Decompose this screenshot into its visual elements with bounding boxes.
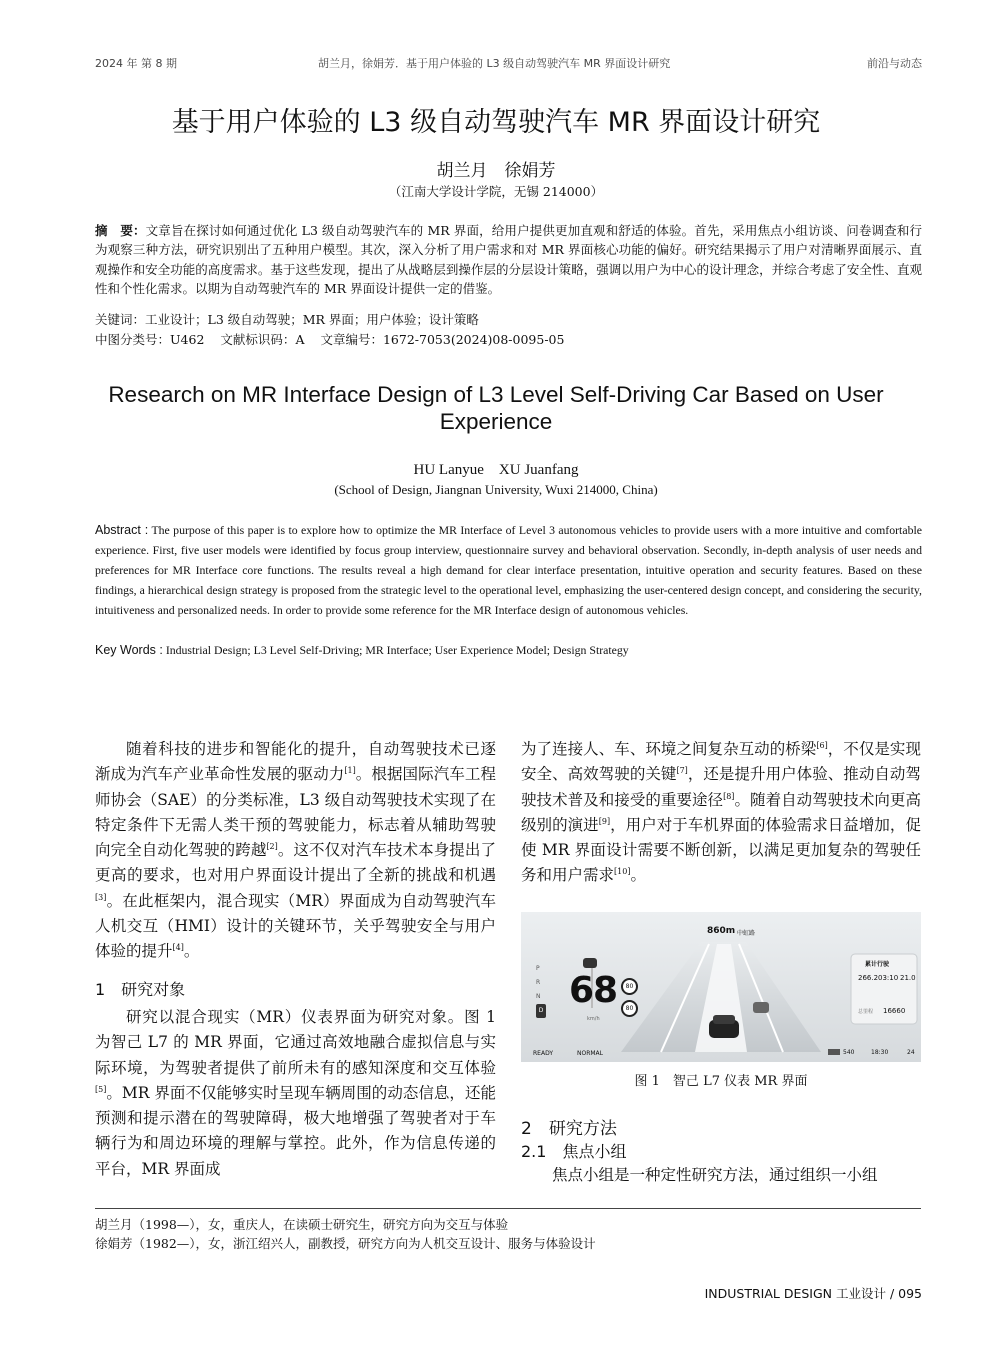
authors-en: HU Lanyue XU Juanfang	[413, 462, 579, 478]
doc-value: A	[295, 332, 305, 347]
body-right-column	[521, 737, 921, 889]
abstract-cn-label: 摘 要：	[95, 223, 146, 238]
page-title: 基于用户体验的 L3 级自动驾驶汽车 MR 界面设计研究	[171, 107, 821, 138]
odometer-value: 16660	[883, 1007, 906, 1015]
body-left-column	[95, 737, 496, 1182]
keywords-en-label: Key Words :	[95, 643, 163, 657]
keywords-en	[95, 640, 922, 660]
section-1-paragraph: 研究以混合现实（MR）仪表界面为研究对象。图 1 为智己 L7 的 MR 界面，它通过高效地融合虚拟信息与实际环境，为驾驶者提供了前所未有的感知深度和交互体验[5]。MR 界面不仅能够实时呈现车辆周围的动态信息，还能预测和提示潜在的驾驶障碍，极大地增强了驾驶者对于车辆行为和周边环境的理解与掌控。此外，作为信息传递的平台，MR 界面成	[95, 1007, 496, 1178]
nav-road: 中虹路	[737, 930, 756, 937]
header-issue: 2024 年 第 8 期	[95, 57, 177, 70]
status-ready: READY	[533, 1050, 554, 1057]
footnote-divider	[95, 1208, 921, 1209]
gear-d: D	[536, 1004, 546, 1018]
abstract-en	[95, 520, 922, 620]
classification	[95, 330, 922, 349]
gear-p: P	[536, 965, 540, 972]
temperature-value: 24	[907, 1049, 915, 1056]
header-section: 前沿与动态	[867, 57, 922, 70]
gear-r: R	[536, 979, 541, 986]
speed-readout: 68	[569, 970, 618, 1011]
figure-1-caption: 图 1 智己 L7 仪表 MR 界面	[634, 1074, 808, 1089]
keywords-cn	[95, 310, 922, 329]
figure-mr-dashboard	[521, 912, 921, 1062]
authors-cn: 胡兰月 徐娟芳	[436, 161, 556, 181]
speed-unit: km/h	[587, 1016, 600, 1022]
footnote-author-1: 胡兰月（1998—），女，重庆人，在读硕士研究生，研究方向为交互与体验	[95, 1217, 509, 1232]
clc-label: 中图分类号：	[95, 332, 171, 347]
art-label: 文章编号：	[320, 332, 383, 347]
speed-limit-sign-2: 80	[621, 1000, 638, 1017]
continued-paragraph: 为了连接人、车、环境之间复杂互动的桥梁[6]，不仅是实现安全、高效驾驶的关键[7]，还是提升用户体验、推动自动驾驶技术普及和接受的重要途径[8]。随着自动驾驶技术向更高级别的演进[9]，用户对于车机界面的体验需求日益增加，促使 MR 界面设计需要不断创新，以满足更加复杂的驾驶任务和用户需求[10]。	[521, 740, 921, 885]
gear-selector	[536, 962, 546, 1018]
trip-value-2: 03:10	[878, 974, 899, 982]
clock-value: 18:30	[871, 1049, 889, 1056]
keywords-en-text: Industrial Design; L3 Level Self-Driving; MR Interface; User Experience Model; Design Strategy	[165, 643, 629, 657]
doc-label: 文献标识码：	[220, 332, 296, 347]
section-2-1-paragraph: 焦点小组是一种定性研究方法，通过组织一小组	[552, 1166, 878, 1184]
section-2-heading: 2 研究方法	[521, 1119, 617, 1139]
clc-value: U462	[170, 332, 205, 347]
trip-value-3: 21.0	[900, 974, 916, 982]
camera-icon	[583, 958, 597, 968]
affiliation-cn: （江南大学设计学院，无锡 214000）	[388, 184, 604, 199]
keywords-cn-text: 工业设计；L3 级自动驾驶；MR 界面；用户体验；设计策略	[145, 312, 479, 327]
trip-value-1: 266.2	[858, 974, 879, 982]
title-en-line1: Research on MR Interface Design of L3 Level Self-Driving Car Based on User	[108, 382, 884, 407]
title-en-line2: Experience	[439, 409, 553, 434]
section-1-heading: 1 研究对象	[95, 979, 186, 999]
section-2-1-heading: 2.1 焦点小组	[521, 1142, 627, 1161]
footnote-author-2: 徐娟芳（1982—），女，浙江绍兴人，副教授，研究方向为人机交互设计、服务与体验设计	[95, 1236, 596, 1251]
range-value: 540	[843, 1049, 855, 1056]
nav-distance: 860m	[707, 926, 736, 936]
abstract-en-text: The purpose of this paper is to explore how to optimize the MR Interface of Level 3 autonomous vehicles to provide users with a more intuitive and comfortable experience. First, five user models were identified by focus group interview, questionnaire survey and behavioral observation. Secondly, in-depth analysis of user needs and preferences for MR Interface core functions. The results reveal a high demand for clear interface presentation, intuitive operation and security features. Based on these findings, a hierarchical design strategy is proposed from the strategic level to the operational level, emphasizing the user-centered design concept, and considering the security, intuitiveness and personalized needs. In order to provide some reference for the MR Interface design of autonomous vehicles.	[95, 523, 922, 617]
affiliation-en: (School of Design, Jiangnan University, Wuxi 214000, China)	[334, 482, 658, 497]
intro-paragraph: 随着科技的进步和智能化的提升，自动驾驶技术已逐渐成为汽车产业革命性发展的驱动力[1]。根据国际汽车工程师协会（SAE）的分类标准，L3 级自动驾驶技术实现了在特定条件下无需人类干预的驾驶能力，标志着从辅助驾驶向完全自动化驾驶的跨越[2]。这不仅对汽车技术本身提出了更高的要求，也对用户界面设计提出了全新的挑战和机遇[3]。在此框架内，混合现实（MR）界面成为自动驾驶汽车人机交互（HMI）设计的关键环节，关乎驾驶安全与用户体验的提升[4]。	[95, 740, 496, 961]
gear-n: N	[536, 993, 541, 1000]
status-mode: NORMAL	[577, 1050, 604, 1057]
abstract-cn	[95, 221, 922, 298]
keywords-cn-label: 关键词：	[95, 312, 146, 327]
footer-journal: INDUSTRIAL DESIGN 工业设计 / 095	[704, 1286, 922, 1301]
odometer-label: 总里程	[858, 1009, 874, 1015]
art-value: 1672-7053(2024)08-0095-05	[382, 332, 565, 347]
abstract-en-label: Abstract :	[95, 523, 149, 537]
header-running-title: 胡兰月，徐娟芳．基于用户体验的 L3 级自动驾驶汽车 MR 界面设计研究	[318, 57, 671, 70]
trip-title: 累计行驶	[865, 961, 890, 968]
abstract-cn-text: 文章旨在探讨如何通过优化 L3 级自动驾驶汽车的 MR 界面，给用户提供更加直观和舒适的体验。首先，采用焦点小组访谈、问卷调查和行为观察三种方法，研究识别出了五种用户模型。其次，深入分析了用户需求和对 MR 界面核心功能的偏好。研究结果揭示了用户对清晰界面展示、直观操作和安全功能的高度需求。基于这些发现，提出了从战略层到操作层的分层设计策略，强调以用户为中心的设计理念，并综合考虑了安全性、直观性和个性化需求。以期为自动驾驶汽车的 MR 界面设计提供一定的借鉴。	[95, 223, 922, 296]
speed-limit-sign-1: 80	[621, 978, 638, 995]
battery-icon	[828, 1049, 840, 1055]
